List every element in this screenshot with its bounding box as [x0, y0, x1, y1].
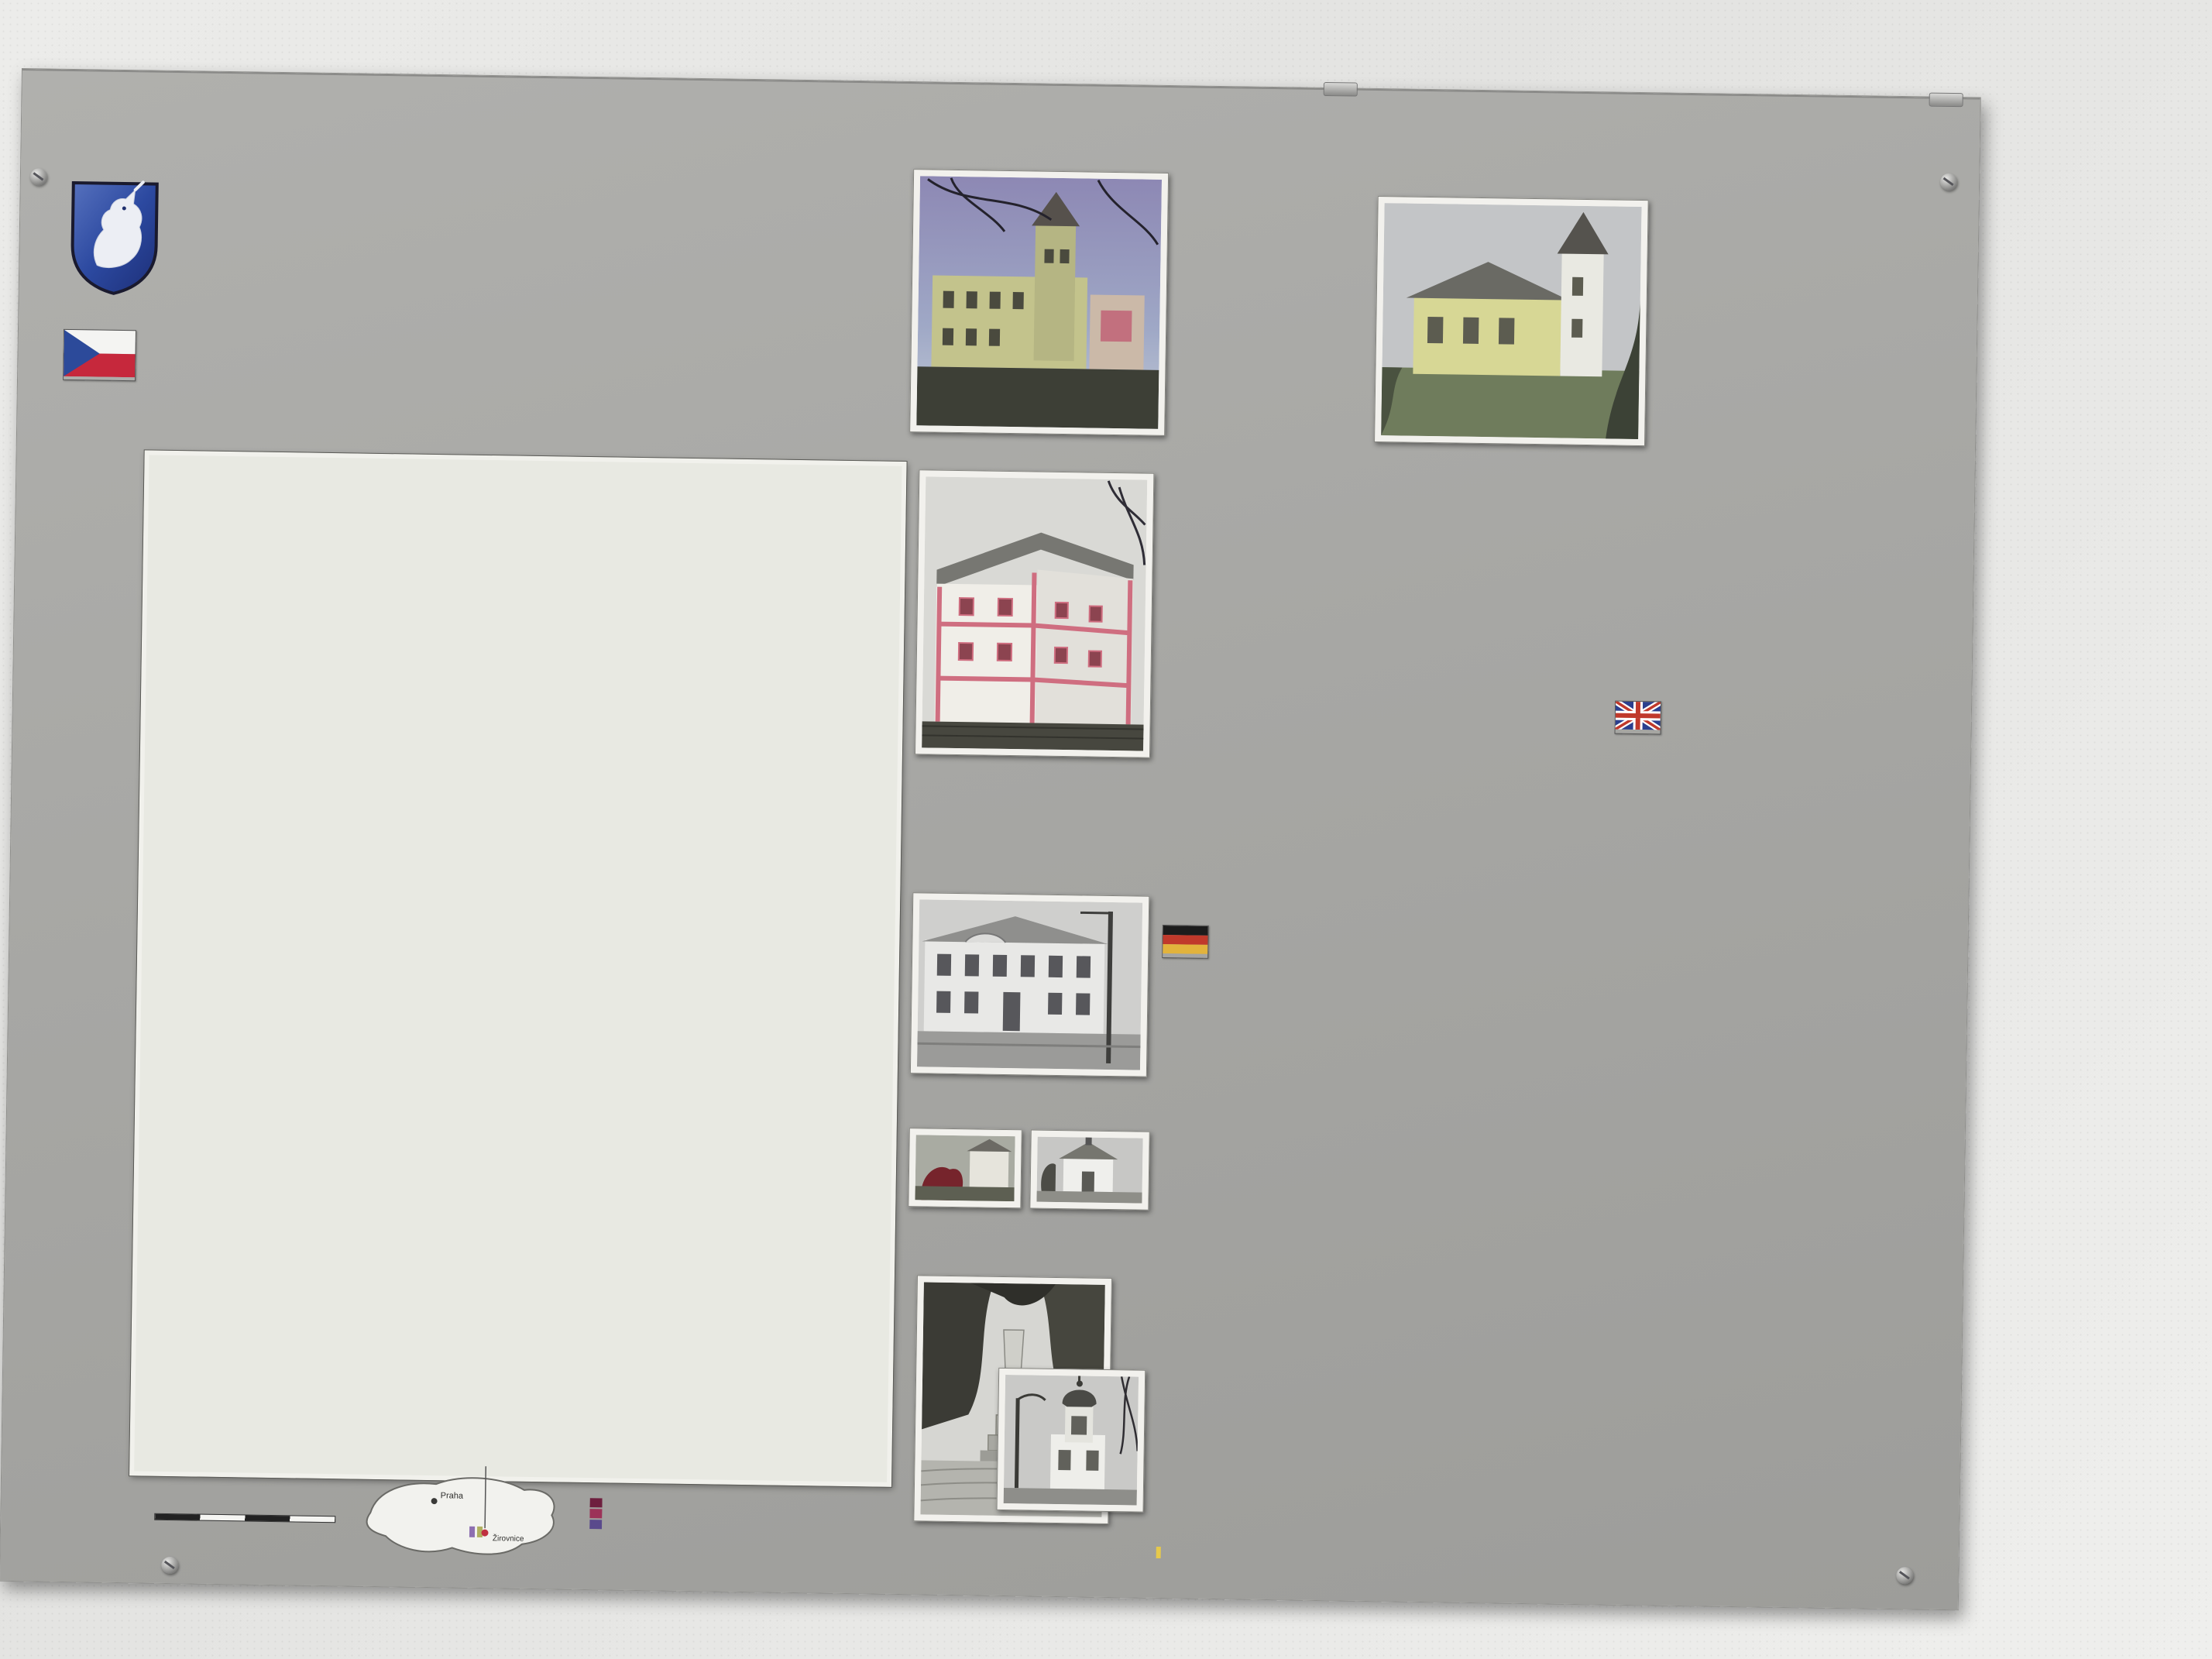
- mounting-clip: [1929, 93, 1963, 108]
- photo-popelin-church: [997, 1368, 1146, 1513]
- screw-top-left: [30, 168, 47, 185]
- legend-heading: [589, 1476, 610, 1531]
- german-text-column-2: [1615, 177, 1962, 694]
- scale-notes: [152, 1524, 345, 1527]
- german-flag-icon: [1162, 925, 1209, 958]
- scale-bar: [154, 1513, 335, 1523]
- shocart-logo: [1156, 1547, 1161, 1558]
- information-board: [0, 68, 1981, 1610]
- czech-text-column-3: [1163, 328, 1647, 923]
- zirovnice-coat-of-arms: [67, 178, 162, 301]
- german-text-column-1: [1153, 922, 1638, 1532]
- svg-text:Žirovnice: Žirovnice: [492, 1534, 524, 1544]
- svg-text:Praha: Praha: [440, 1491, 464, 1501]
- photo-metanov-school: [910, 892, 1149, 1077]
- caption-granary: [915, 773, 1155, 777]
- legend-column-roads: [589, 1515, 771, 1517]
- screw-bottom-left: [161, 1557, 178, 1574]
- czech-text-column-1: [62, 327, 517, 467]
- copyright-line: [1153, 1547, 1161, 1558]
- uk-flag-icon: [1614, 701, 1661, 734]
- caption-stranna: [1173, 272, 1376, 275]
- photo-vlcetin-chapel-color: [908, 1128, 1022, 1208]
- caption-metanov-school: [914, 802, 1156, 806]
- mounting-clip: [1324, 82, 1358, 97]
- scale-bar-ticks: [150, 1501, 344, 1504]
- czech-flag-icon: [63, 329, 136, 381]
- photo-granary-zirovnice: [915, 469, 1154, 757]
- area-map-zirovnice-surroundings: [129, 450, 907, 1486]
- legend-heading-icon: [589, 1487, 603, 1531]
- czech-text-column-2: [534, 334, 897, 472]
- photo-vlcetin-chapel-bw: [1029, 1129, 1149, 1210]
- photo-castle-zirovnice: [909, 169, 1169, 436]
- czech-republic-locator-map: [352, 1465, 571, 1586]
- text-wrap-spacer: [1375, 331, 1647, 459]
- english-text-column: [1602, 699, 1954, 1586]
